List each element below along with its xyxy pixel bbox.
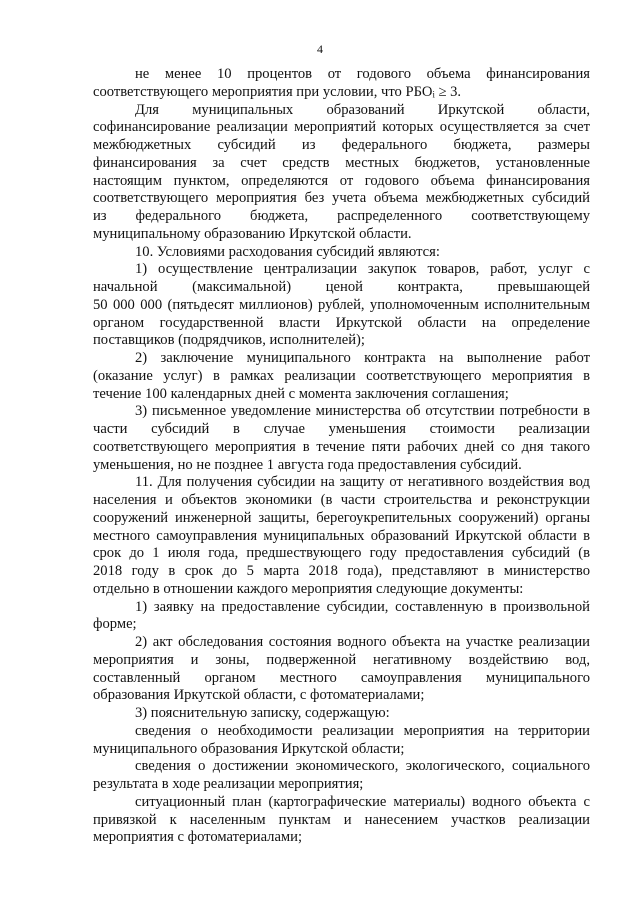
text-line: межбюджетных субсидий из федерального бюджета, размеры [93, 137, 590, 153]
text-line: соответствующего мероприятия при условии, что РБОᵢ ≥ 3. [93, 83, 462, 100]
text-line: уменьшения, но не позднее 1 августа года предоставления субсидий. [93, 456, 522, 473]
paragraph [93, 794, 590, 847]
text-line: муниципальному образованию Иркутской области. [93, 225, 412, 242]
text-line: населения и объектов экономики (в части строительства и реконструкции [93, 492, 590, 508]
text-line: сооружений инженерной защиты, берегоукрепительных сооружений) органы [93, 509, 590, 526]
text-line: органом государственной власти Иркутской области на определение [93, 314, 590, 331]
text-line: начальной (максимальной) ценой контракта, превышающей [93, 279, 590, 295]
text-line: не менее 10 процентов от годового объема финансирования [135, 66, 590, 82]
text-line: ситуационный план (картографические материалы) водного объекта с [135, 793, 590, 810]
text-line: финансирования за счет средств местных бюджетов, установленные [93, 154, 590, 171]
text-line: соответствующего мероприятия в течение пяти рабочих дней со дня такого [93, 438, 590, 455]
text-line: 3) письменное уведомление министерства об отсутствии потребности в [135, 403, 590, 420]
paragraph [93, 66, 590, 102]
text-line: образования Иркутской области, с фотоматериалами; [93, 687, 425, 704]
text-line: местного самоуправления муниципальных образований Иркутской области в [93, 527, 590, 544]
paragraph [93, 261, 590, 350]
text-line: муниципального образования Иркутской области; [93, 740, 405, 757]
text-line: результата в ходе реализации мероприятия; [93, 776, 364, 792]
text-line: сведения о необходимости реализации мероприятия на территории [135, 722, 590, 739]
page-number: 4 [317, 42, 323, 56]
text-line: 1) осуществление централизации закупок товаров, работ, услуг с [135, 261, 590, 278]
text-line: срок до 1 июля года, предшествующего году предоставления субсидий (в [93, 545, 590, 562]
document-body [93, 66, 590, 847]
text-line: форме; [93, 616, 137, 633]
text-line: привязкой к населенным пунктам и нанесением участков реализации [93, 811, 590, 828]
text-line: настоящим пунктом, определяются от годового объема финансирования [93, 172, 590, 189]
text-line: отдельно в отношении каждого мероприятия следующие документы: [93, 580, 524, 597]
text-line: составленный органом местного самоуправления муниципального [93, 669, 590, 686]
text-line: части субсидий в случае уменьшения стоимости реализации [93, 421, 590, 437]
paragraph [93, 758, 590, 794]
text-line: 2) заключение муниципального контракта на выполнение работ [135, 350, 590, 366]
text-line: 50 000 000 (пятьдесят миллионов) рублей, уполномоченным исполнительным [93, 296, 590, 313]
text-line: софинансирование реализации мероприятий которых осуществляется за счет [93, 119, 590, 136]
text-line: мероприятия и зоны, подверженной негативному воздействию вод, [93, 651, 590, 668]
text-line: Для муниципальных образований Иркутской области, [135, 101, 590, 118]
text-line: 10. Условиями расходования субсидий являются: [135, 243, 440, 260]
paragraph [93, 723, 590, 759]
paragraph [93, 705, 590, 723]
text-line: 3) пояснительную записку, содержащую: [135, 705, 390, 721]
text-line: соответствующего мероприятия без учета объема межбюджетных субсидий [93, 190, 590, 207]
text-line: течение 100 календарных дней с момента заключения соглашения; [93, 385, 509, 402]
paragraph [93, 102, 590, 244]
text-line: 2) акт обследования состояния водного объекта на участке реализации [135, 634, 590, 650]
text-line: сведения о достижении экономического, экологического, социального [135, 758, 590, 775]
paragraph [93, 634, 590, 705]
text-line: поставщиков (подрядчиков, исполнителей); [93, 332, 365, 349]
text-line: (оказание услуг) в рамках реализации соответствующего мероприятия в [93, 367, 590, 384]
paragraph [93, 403, 590, 474]
text-line: 2018 году в срок до 5 марта 2018 года), представляют в министерство [93, 563, 590, 579]
paragraph [93, 599, 590, 635]
text-line: 11. Для получения субсидии на защиту от негативного воздействия вод [135, 474, 590, 491]
text-line: из федерального бюджета, распределенного соответствующему [93, 208, 590, 224]
paragraph [93, 350, 590, 403]
text-line: мероприятия с фотоматериалами; [93, 829, 303, 846]
paragraph [93, 474, 590, 598]
paragraph [93, 244, 590, 262]
text-line: 1) заявку на предоставление субсидии, составленную в произвольной [135, 598, 590, 615]
